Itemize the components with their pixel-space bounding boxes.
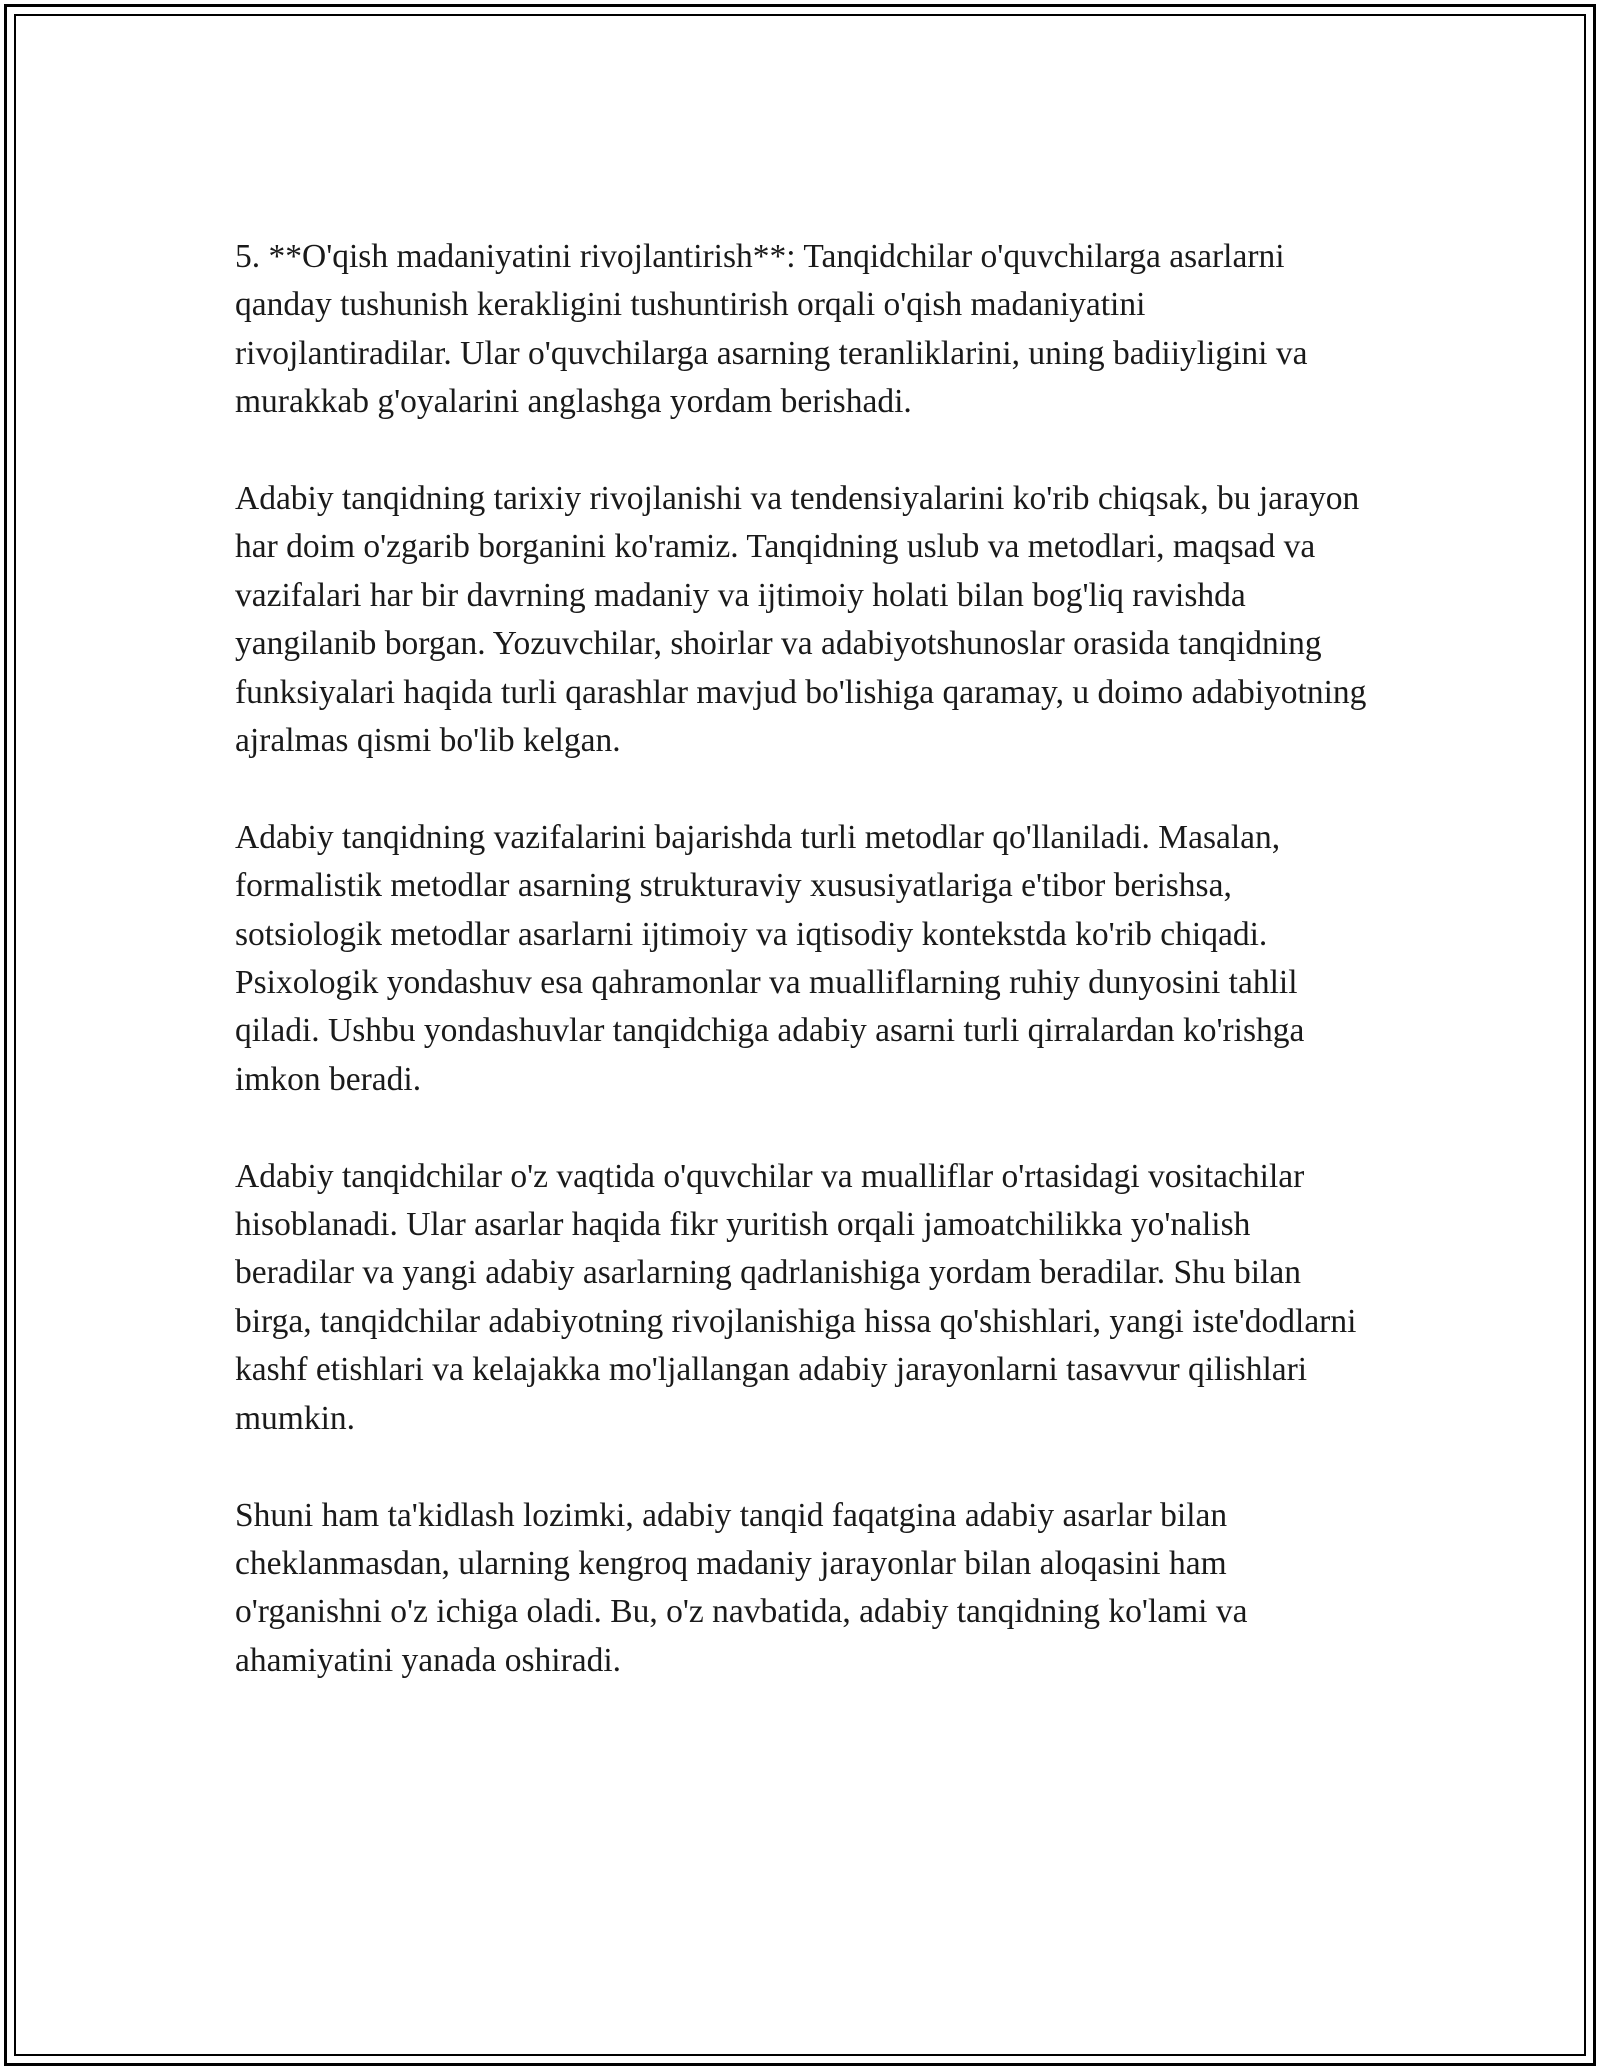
paragraph-5: Shuni ham ta'kidlash lozimki, adabiy tanqid faqatgina adabiy asarlar bilan cheklanmasdan, ularning kengroq madaniy jarayonlar bilan aloqasini ham o'rganishni o'z ichiga oladi. Bu, o'z navbatida, adabiy tanqidning ko'lami va ahamiyatini yanada oshiradi. bbox=[235, 1496, 1248, 1679]
paragraph-4: Adabiy tanqidchilar o'z vaqtida o'quvchilar va mualliflar o'rtasidagi vositachilar hisoblanadi. Ular asarlar haqida fikr yuritish orqali jamoatchilikka yo'nalish beradilar va yangi adabiy asarlarning qadrlanishiga yordam beradilar. Shu bilan birga, tanqidchilar adabiyotning rivojlanishiga hissa qo'shishlari, yangi iste'dodlarni kashf etishlari va kelajakka mo'ljallangan adabiy jarayonlarni tasavvur qilishlari mumkin. bbox=[235, 1157, 1357, 1437]
document-body bbox=[235, 233, 1370, 1685]
paragraph-3: Adabiy tanqidning vazifalarini bajarishda turli metodlar qo'llaniladi. Masalan, formalistik metodlar asarning strukturaviy xususiyatlariga e'tibor berishsa, sotsiologik metodlar asarlarni ijtimoiy va iqtisodiy kontekstda ko'rib chiqadi. Psixologik yondashuv esa qahramonlar va mualliflarning ruhiy dunyosini tahlil qiladi. Ushbu yondashuvlar tanqidchiga adabiy asarni turli qirralardan ko'rishga imkon beradi. bbox=[235, 818, 1305, 1098]
paragraph-2: Adabiy tanqidning tarixiy rivojlanishi va tendensiyalarini ko'rib chiqsak, bu jarayon har doim o'zgarib borganini ko'ramiz. Tanqidning uslub va metodlari, maqsad va vazifalari har bir davrning madaniy va ijtimoiy holati bilan bog'liq ravishda yangilanib borgan. Yozuvchilar, shoirlar va adabiyotshunoslar orasida tanqidning funksiyalari haqida turli qarashlar mavjud bo'lishiga qaramay, u doimo adabiyotning ajralmas qismi bo'lib kelgan. bbox=[235, 480, 1367, 760]
paragraph-1: 5. **O'qish madaniyatini rivojlantirish**: Tanqidchilar o'quvchilarga asarlarni qanday tushunish kerakligini tushuntirish orqali o'qish madaniyatini rivojlantiradilar. Ular o'quvchilarga asarning teranliklarini, uning badiiyligini va murakkab g'oyalarini anglashga yordam berishadi. bbox=[235, 238, 1308, 421]
